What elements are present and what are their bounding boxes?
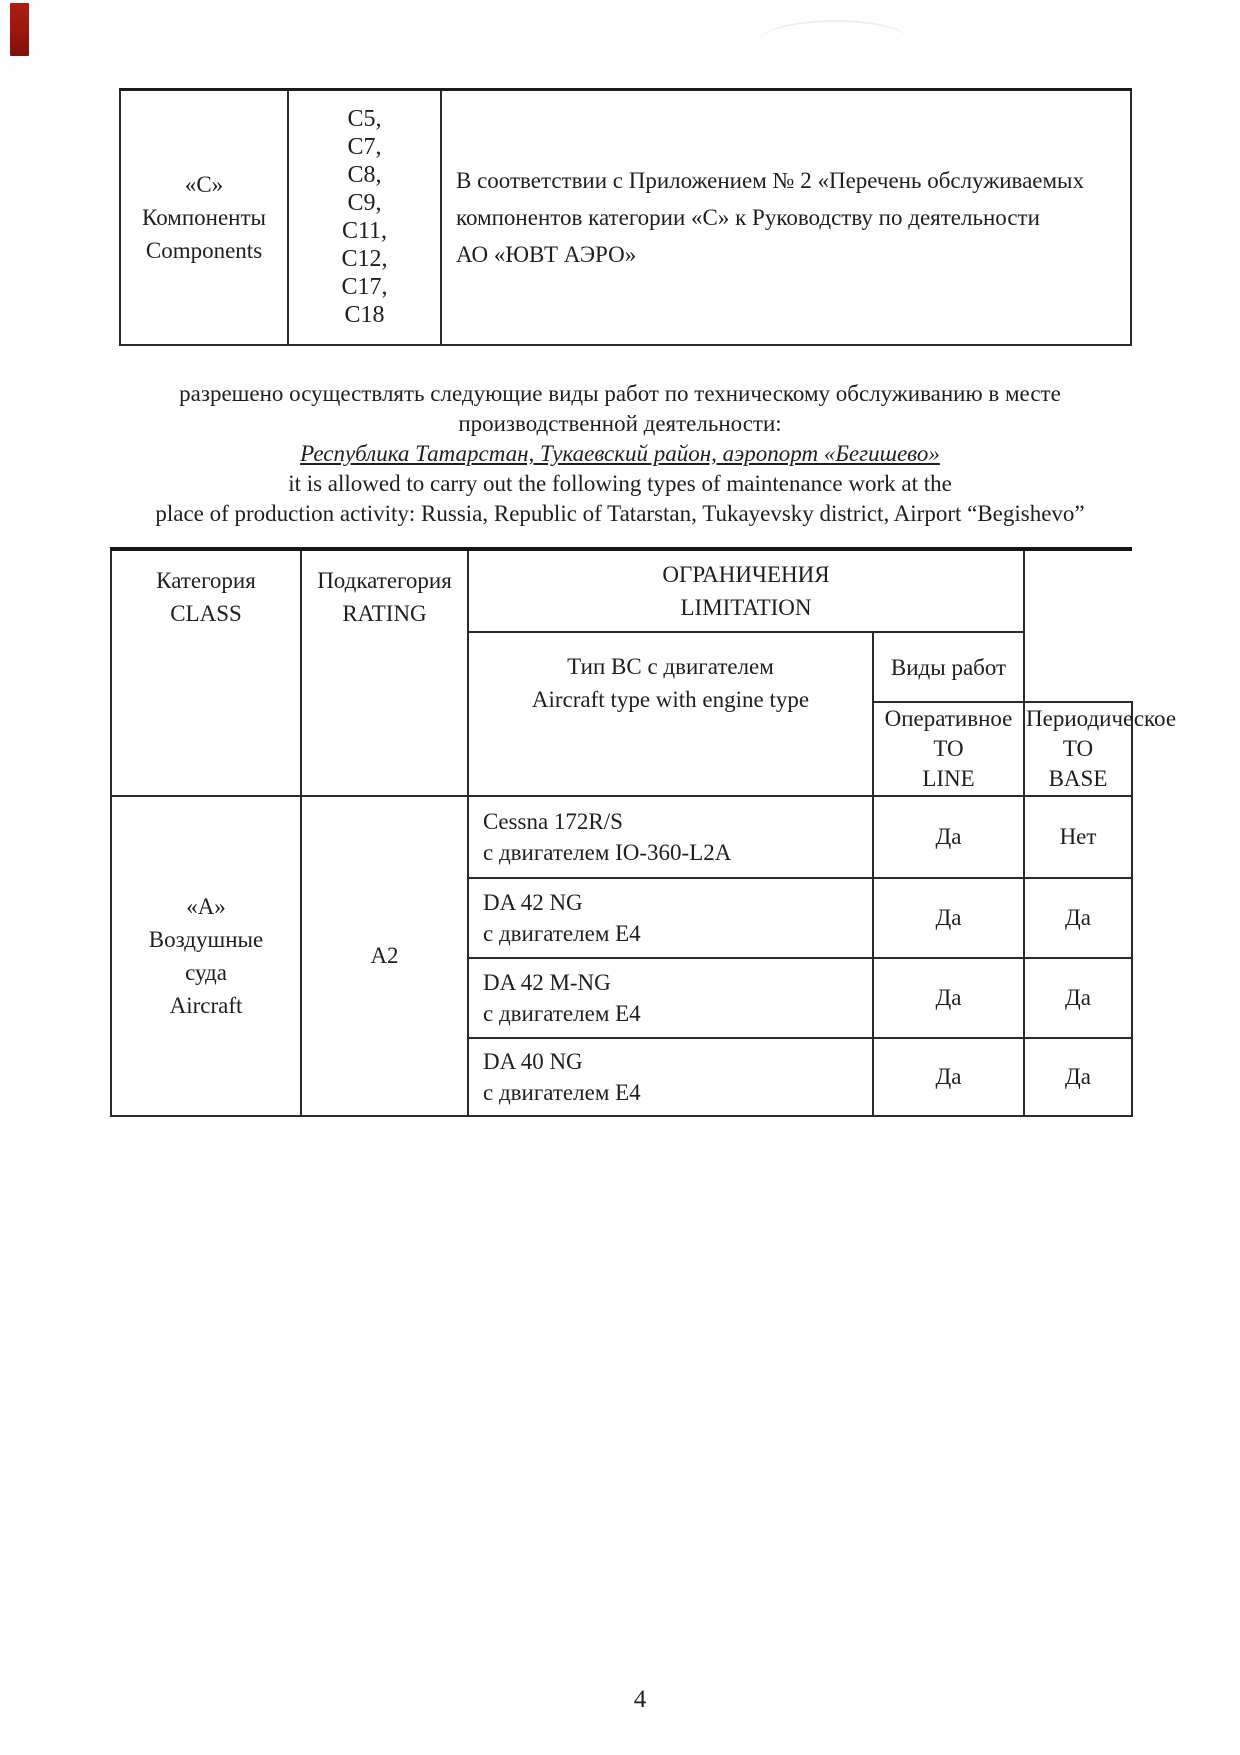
header-base-ru: Периодическое — [1026, 706, 1177, 731]
line-value: Да — [935, 905, 962, 930]
header-aircraft-type-en: Aircraft type with engine type — [531, 687, 810, 712]
header-line-ru: Оперативное — [884, 706, 1013, 731]
aircraft-table — [110, 547, 1177, 1117]
header-limitation-en: LIMITATION — [680, 595, 812, 620]
base-value: Да — [1065, 905, 1091, 930]
rating-item: C8, — [347, 162, 382, 189]
statement-en-line1: it is allowed to carry out the following types of maintenance work at the — [288, 471, 952, 496]
header-limitation-cell — [468, 549, 1024, 632]
header-base-en: BASE — [1048, 766, 1108, 791]
base-value-cell — [1024, 958, 1132, 1038]
aircraft-rating-value: А2 — [370, 943, 399, 968]
aircraft-rating-cell — [301, 796, 468, 1116]
base-value: Нет — [1059, 824, 1097, 849]
header-rating-en: RATING — [342, 601, 427, 626]
aircraft-type-cell — [468, 1038, 873, 1116]
table-row — [111, 796, 1132, 878]
rating-item: C5, — [347, 106, 382, 133]
header-line-en: LINE — [922, 766, 975, 791]
header-work-types-label: Виды работ — [890, 654, 1007, 680]
limitation-line: компонентов категории «С» к Руководству по деятельности — [456, 204, 1040, 230]
header-category-en: CLASS — [170, 601, 242, 626]
components-limitation-cell — [441, 90, 1131, 345]
components-table — [119, 88, 1132, 346]
header-aircraft-type-ru: Тип ВС с двигателем — [567, 654, 774, 679]
table-row — [120, 90, 1131, 345]
rating-item: C11, — [341, 218, 388, 245]
line-value: Да — [935, 824, 962, 849]
limitation-line: В соответствии с Приложением № 2 «Перечень обслуживаемых — [456, 167, 1084, 193]
header-rating-ru: Подкатегория — [317, 568, 452, 593]
header-category-ru: Категория — [156, 568, 256, 593]
category-code: «С» — [184, 171, 224, 197]
aircraft-category-code: «А» — [186, 894, 226, 919]
rating-item: C12, — [341, 246, 388, 273]
header-aircraft-type-cell — [468, 632, 873, 796]
statement-ru-line2: производственной деятельности: — [458, 411, 782, 436]
header-limitation-ru: ОГРАНИЧЕНИЯ — [662, 562, 830, 587]
header-base-cell — [1024, 702, 1177, 796]
aircraft-engine: с двигателем Е4 — [483, 1080, 641, 1105]
aircraft-type-cell — [468, 796, 873, 878]
base-value-cell — [1024, 796, 1132, 878]
aircraft-type-name: DA 40 NG — [483, 1049, 583, 1074]
header-rating-cell — [301, 549, 468, 796]
aircraft-type-name: Cessna 172R/S — [483, 809, 623, 834]
page-number: 4 — [633, 1686, 647, 1713]
aircraft-engine: с двигателем Е4 — [483, 1001, 641, 1026]
limitation-line: АО «ЮВТ АЭРО» — [456, 241, 637, 267]
header-line-to: ТО — [933, 736, 964, 761]
line-value: Да — [935, 1064, 962, 1089]
line-value-cell — [873, 796, 1024, 878]
header-category-cell — [111, 549, 301, 796]
base-value: Да — [1065, 1064, 1091, 1089]
line-value: Да — [935, 985, 962, 1010]
aircraft-type-name: DA 42 NG — [483, 890, 583, 915]
aircraft-category-ru2: суда — [185, 960, 227, 985]
rating-item: C7, — [347, 134, 382, 161]
components-ratings-cell — [288, 90, 441, 345]
aircraft-type-cell — [468, 958, 873, 1038]
aircraft-type-cell — [468, 878, 873, 958]
statement-paragraph — [50, 379, 1190, 529]
aircraft-type-name: DA 42 M-NG — [483, 970, 611, 995]
base-value-cell — [1024, 878, 1132, 958]
location-line: Республика Татарстан, Тукаевский район, аэропорт «Бегишево» — [300, 441, 940, 466]
aircraft-engine: с двигателем Е4 — [483, 921, 641, 946]
scanner-artifact-arc — [760, 20, 910, 62]
base-value-cell — [1024, 1038, 1132, 1116]
components-category-cell — [120, 90, 288, 345]
line-value-cell — [873, 1038, 1024, 1116]
rating-item: C9, — [347, 190, 382, 217]
aircraft-engine: с двигателем IO-360-L2A — [483, 840, 732, 865]
aircraft-category-en: Aircraft — [169, 993, 243, 1018]
rating-item: C17, — [341, 274, 388, 301]
aircraft-category-ru1: Воздушные — [148, 927, 264, 952]
category-label-en: Components — [145, 237, 263, 263]
table-header-row — [111, 549, 1132, 632]
line-value-cell — [873, 958, 1024, 1038]
header-line-cell — [873, 702, 1024, 796]
statement-en-line2: place of production activity: Russia, Republic of Tatarstan, Tukayevsky district, Airport “Begishevo” — [155, 501, 1085, 526]
base-value: Да — [1065, 985, 1091, 1010]
aircraft-category-cell — [111, 796, 301, 1116]
rating-item: C18 — [344, 302, 385, 329]
category-label-ru: Компоненты — [142, 204, 266, 230]
header-base-to: ТО — [1062, 736, 1094, 761]
line-value-cell — [873, 878, 1024, 958]
statement-ru-line1: разрешено осуществлять следующие виды работ по техническому обслуживанию в месте — [179, 381, 1061, 406]
red-corner-scan-mark — [10, 3, 29, 56]
header-work-types-cell — [873, 632, 1024, 702]
